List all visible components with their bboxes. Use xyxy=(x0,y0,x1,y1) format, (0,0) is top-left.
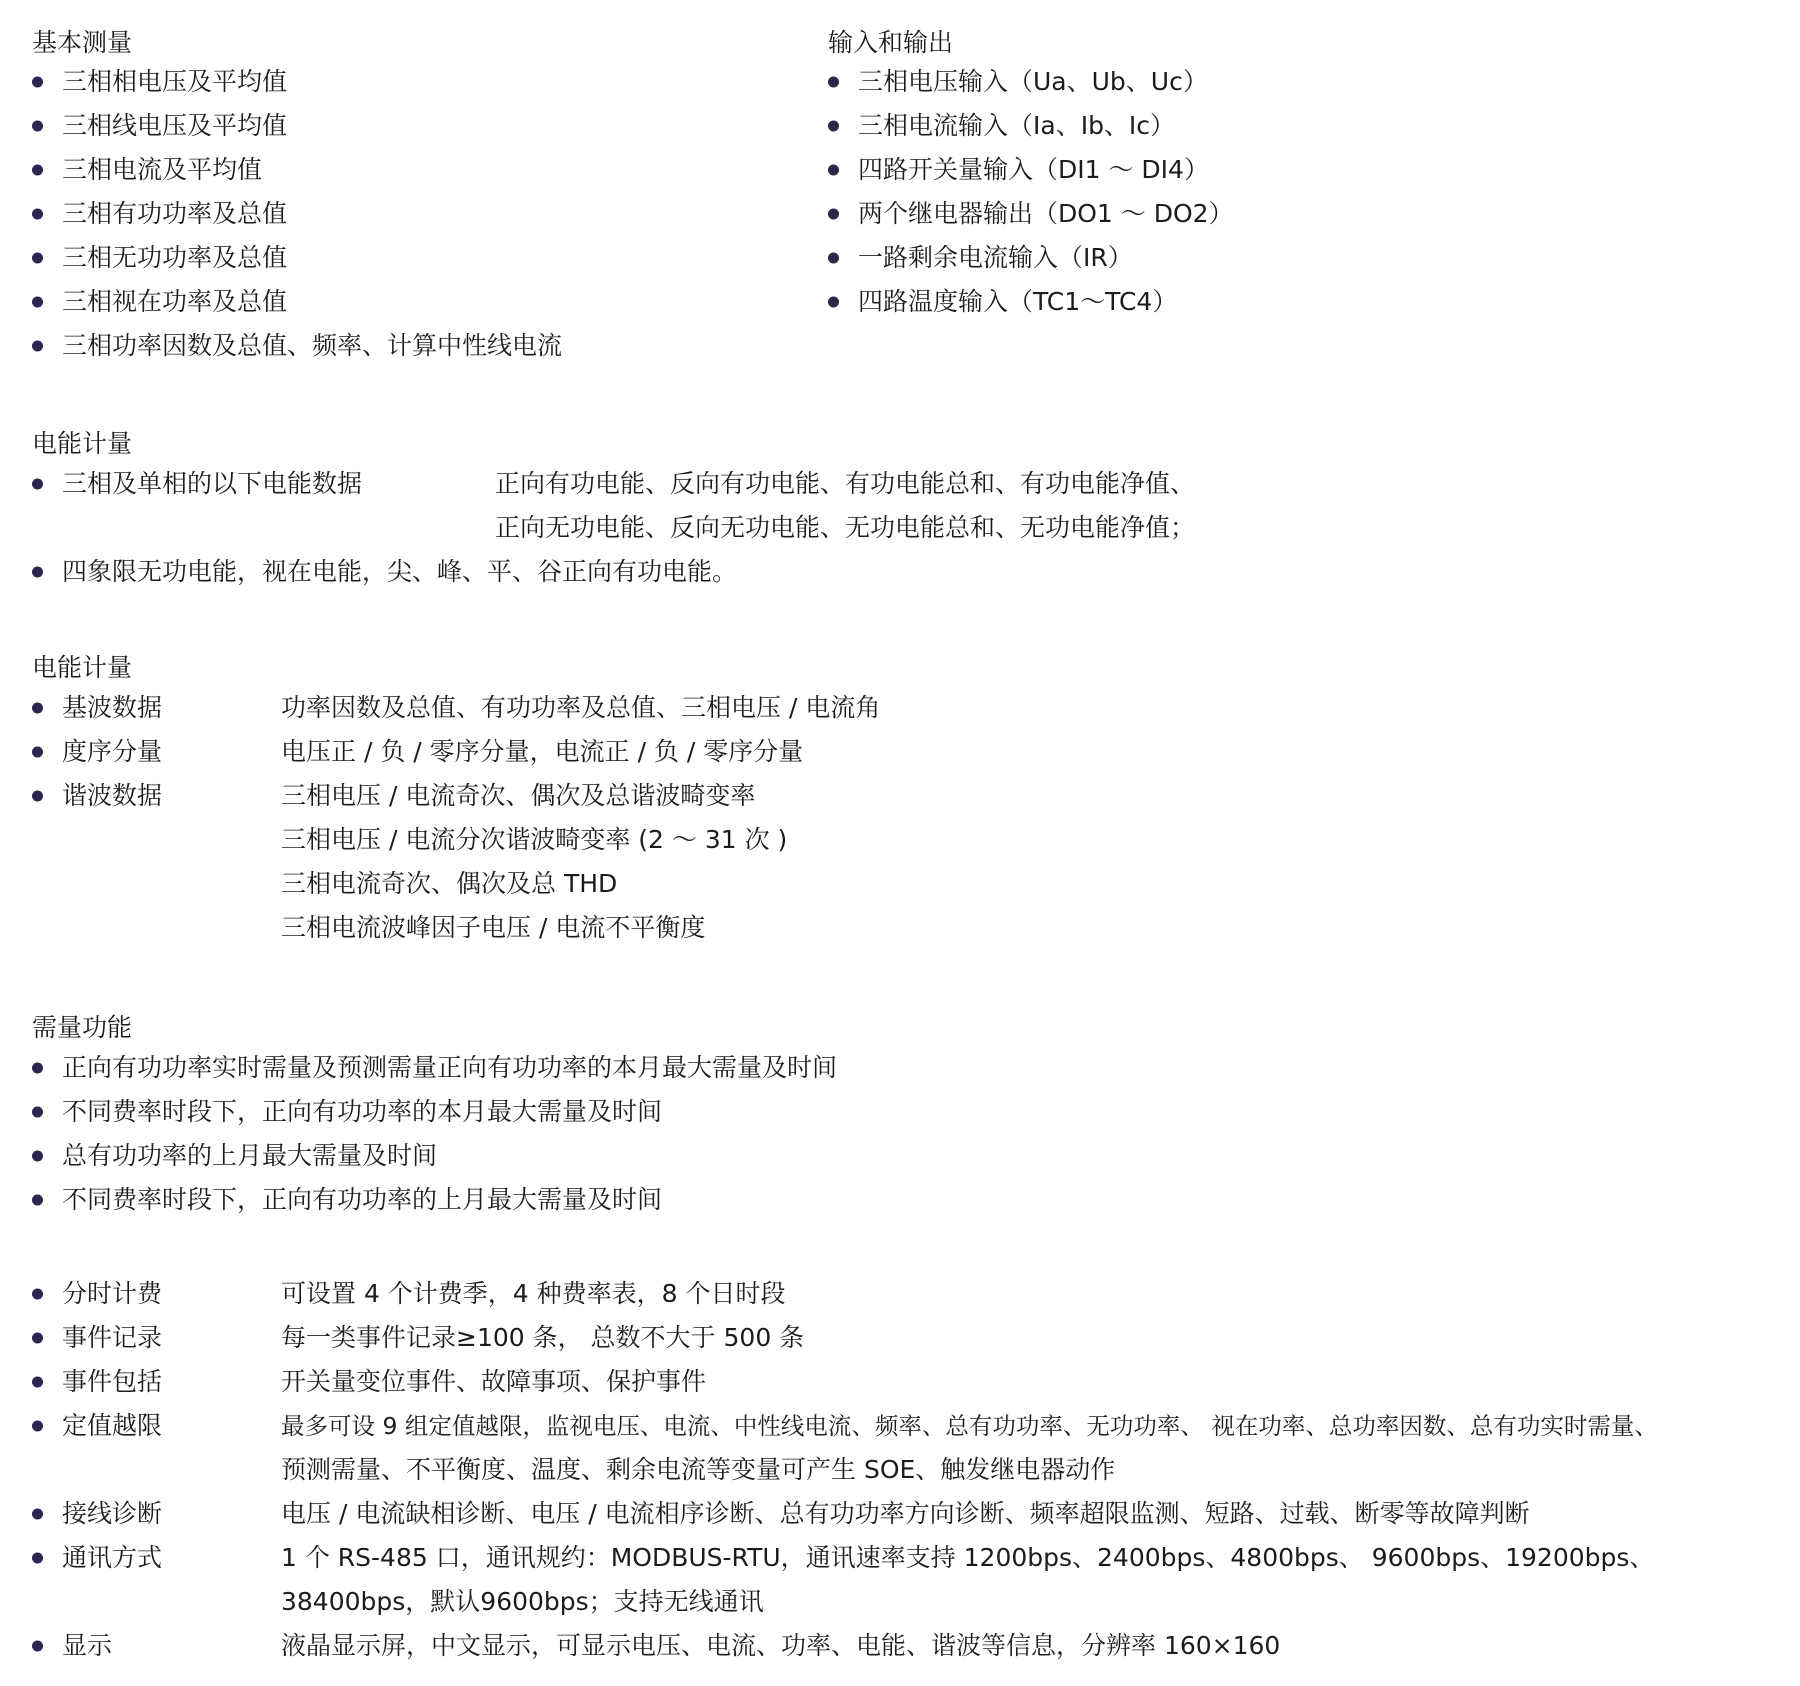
list-item-text: 两个继电器输出（DO1 ～ DO2） xyxy=(858,199,1234,228)
list-item xyxy=(32,774,1732,818)
list-item-text: 三相视在功率及总值 xyxy=(62,287,288,316)
list-item xyxy=(32,1492,1798,1536)
bullet-icon xyxy=(828,209,839,220)
list-item-value: 功率因数及总值、有功功率及总值、三相电压 / 电流角 xyxy=(281,693,881,722)
list-item xyxy=(32,550,1732,594)
bullet-icon xyxy=(32,1289,43,1300)
list-item-value: 液晶显示屏，中文显示，可显示电压、电流、功率、电能、谐波等信息，分辨率 160×160 xyxy=(281,1631,1281,1660)
list-item xyxy=(32,1178,1732,1222)
list-item xyxy=(32,462,1732,506)
bullet-icon xyxy=(32,1195,43,1206)
bullet-icon xyxy=(32,703,43,714)
list-item-value-continued: 正向无功电能、反向无功电能、无功电能总和、无功电能净值； xyxy=(495,513,1196,542)
list-item xyxy=(32,1360,1798,1404)
bullet-icon xyxy=(32,1377,43,1388)
list-item-text: 三相有功功率及总值 xyxy=(62,199,288,228)
list-item xyxy=(828,236,1528,280)
list-item-value: 最多可设 9 组定值越限，监视电压、电流、中性线电流、频率、总有功功率、无功功率、 视在功率、总功率因数、总有功实时需量、 xyxy=(281,1412,1658,1440)
list-item-label: 定值越限 xyxy=(62,1411,163,1440)
bullet-icon xyxy=(32,791,43,802)
list-item-text: 不同费率时段下，正向有功功率的本月最大需量及时间 xyxy=(62,1097,663,1126)
list-item xyxy=(828,60,1528,104)
list-item xyxy=(32,1272,1798,1316)
list-item-text: 三相线电压及平均值 xyxy=(62,111,288,140)
bullet-icon xyxy=(828,77,839,88)
list-item-label: 显示 xyxy=(62,1631,113,1660)
list-item xyxy=(828,192,1528,236)
bullet-icon xyxy=(32,1553,43,1564)
list-item xyxy=(32,236,752,280)
list-item-text: 三相无功功率及总值 xyxy=(62,243,288,272)
list-item-value: 正向有功电能、反向有功电能、有功电能总和、有功电能净值、 xyxy=(495,469,1196,498)
bullet-icon xyxy=(828,165,839,176)
list-item xyxy=(32,104,752,148)
list-item xyxy=(828,148,1528,192)
bullet-icon xyxy=(828,121,839,132)
list-item xyxy=(32,1134,1732,1178)
bullet-icon xyxy=(32,567,43,578)
bullet-icon xyxy=(32,479,43,490)
list-item xyxy=(32,1316,1798,1360)
list-item xyxy=(32,1046,1732,1090)
list-item xyxy=(828,104,1528,148)
list-item-text: 四象限无功电能，视在电能，尖、峰、平、谷正向有功电能。 xyxy=(62,557,738,586)
list-item-text: 三相电流输入（Ia、Ib、Ic） xyxy=(858,111,1176,140)
bullet-icon xyxy=(32,1509,43,1520)
bullet-icon xyxy=(32,297,43,308)
bullet-icon xyxy=(828,297,839,308)
list-item xyxy=(32,1404,1798,1448)
demand-title: 需量功能 xyxy=(32,1013,133,1042)
bullet-icon xyxy=(32,1333,43,1344)
list-item-value-continued: 预测需量、不平衡度、温度、剩余电流等变量可产生 SOE、触发继电器动作 xyxy=(281,1455,1116,1484)
quality-title: 电能计量 xyxy=(32,653,133,682)
bullet-icon xyxy=(828,253,839,264)
list-item-value: 可设置 4 个计费季，4 种费率表，8 个日时段 xyxy=(281,1279,786,1308)
list-item-value: 1 个 RS-485 口，通讯规约：MODBUS-RTU，通讯速率支持 1200bps、2400bps、4800bps、 9600bps、19200bps、 xyxy=(281,1543,1655,1572)
list-item-value-continued: 三相电压 / 电流分次谐波畸变率 (2 ～ 31 次 ) xyxy=(281,825,788,854)
list-item-text: 正向有功功率实时需量及预测需量正向有功功率的本月最大需量及时间 xyxy=(62,1053,838,1082)
list-item-label: 接线诊断 xyxy=(62,1499,163,1528)
list-item-value-continued: 三相电流波峰因子电压 / 电流不平衡度 xyxy=(281,913,706,942)
list-item xyxy=(32,192,752,236)
list-item xyxy=(32,1624,1798,1668)
list-item xyxy=(32,60,752,104)
bullet-icon xyxy=(32,121,43,132)
bullet-icon xyxy=(32,1063,43,1074)
list-item-value: 电压 / 电流缺相诊断、电压 / 电流相序诊断、总有功功率方向诊断、频率超限监测、短路、过载、断零等故障判断 xyxy=(281,1499,1530,1528)
bullet-icon xyxy=(32,209,43,220)
list-item-label: 谐波数据 xyxy=(62,781,163,810)
list-item xyxy=(32,730,1732,774)
list-item xyxy=(32,1090,1732,1134)
list-item-text: 三相电压输入（Ua、Ub、Uc） xyxy=(858,67,1208,96)
bullet-icon xyxy=(32,77,43,88)
list-item-value: 电压正 / 负 / 零序分量，电流正 / 负 / 零序分量 xyxy=(281,737,804,766)
list-item-value-continued: 38400bps，默认9600bps；支持无线通讯 xyxy=(281,1587,764,1616)
list-item-value: 每一类事件记录≥100 条， 总数不大于 500 条 xyxy=(281,1323,805,1352)
list-item xyxy=(32,1536,1798,1580)
list-item xyxy=(32,686,1732,730)
bullet-icon xyxy=(32,1421,43,1432)
list-item xyxy=(828,280,1528,324)
list-item-value: 三相电压 / 电流奇次、偶次及总谐波畸变率 xyxy=(281,781,756,810)
list-item-label: 通讯方式 xyxy=(62,1543,163,1572)
list-item-text: 一路剩余电流输入（IR） xyxy=(858,243,1133,272)
list-item-text: 四路温度输入（TC1～TC4） xyxy=(858,287,1178,316)
basic-title: 基本测量 xyxy=(32,28,133,57)
list-item-text: 不同费率时段下，正向有功功率的上月最大需量及时间 xyxy=(62,1185,663,1214)
list-item-label: 三相及单相的以下电能数据 xyxy=(62,469,363,498)
list-item xyxy=(32,324,752,368)
bullet-icon xyxy=(32,341,43,352)
list-item-text: 四路开关量输入（DI1 ～ DI4） xyxy=(858,155,1209,184)
list-item-text: 三相功率因数及总值、频率、计算中性线电流 xyxy=(62,331,563,360)
list-item-label: 事件记录 xyxy=(62,1323,163,1352)
list-item xyxy=(32,280,752,324)
bullet-icon xyxy=(32,253,43,264)
bullet-icon xyxy=(32,1641,43,1652)
list-item-text: 总有功功率的上月最大需量及时间 xyxy=(62,1141,438,1170)
energy-title: 电能计量 xyxy=(32,429,133,458)
list-item-text: 三相相电压及平均值 xyxy=(62,67,288,96)
list-item-label: 度序分量 xyxy=(62,737,163,766)
bullet-icon xyxy=(32,1151,43,1162)
list-item-label: 分时计费 xyxy=(62,1279,163,1308)
list-item-label: 基波数据 xyxy=(62,693,163,722)
list-item-value: 开关量变位事件、故障事项、保护事件 xyxy=(281,1367,707,1396)
list-item-label: 事件包括 xyxy=(62,1367,163,1396)
bullet-icon xyxy=(32,165,43,176)
io-title: 输入和输出 xyxy=(828,28,954,57)
bullet-icon xyxy=(32,747,43,758)
bullet-icon xyxy=(32,1107,43,1118)
list-item xyxy=(32,148,752,192)
list-item-text: 三相电流及平均值 xyxy=(62,155,263,184)
list-item-value-continued: 三相电流奇次、偶次及总 THD xyxy=(281,869,618,898)
